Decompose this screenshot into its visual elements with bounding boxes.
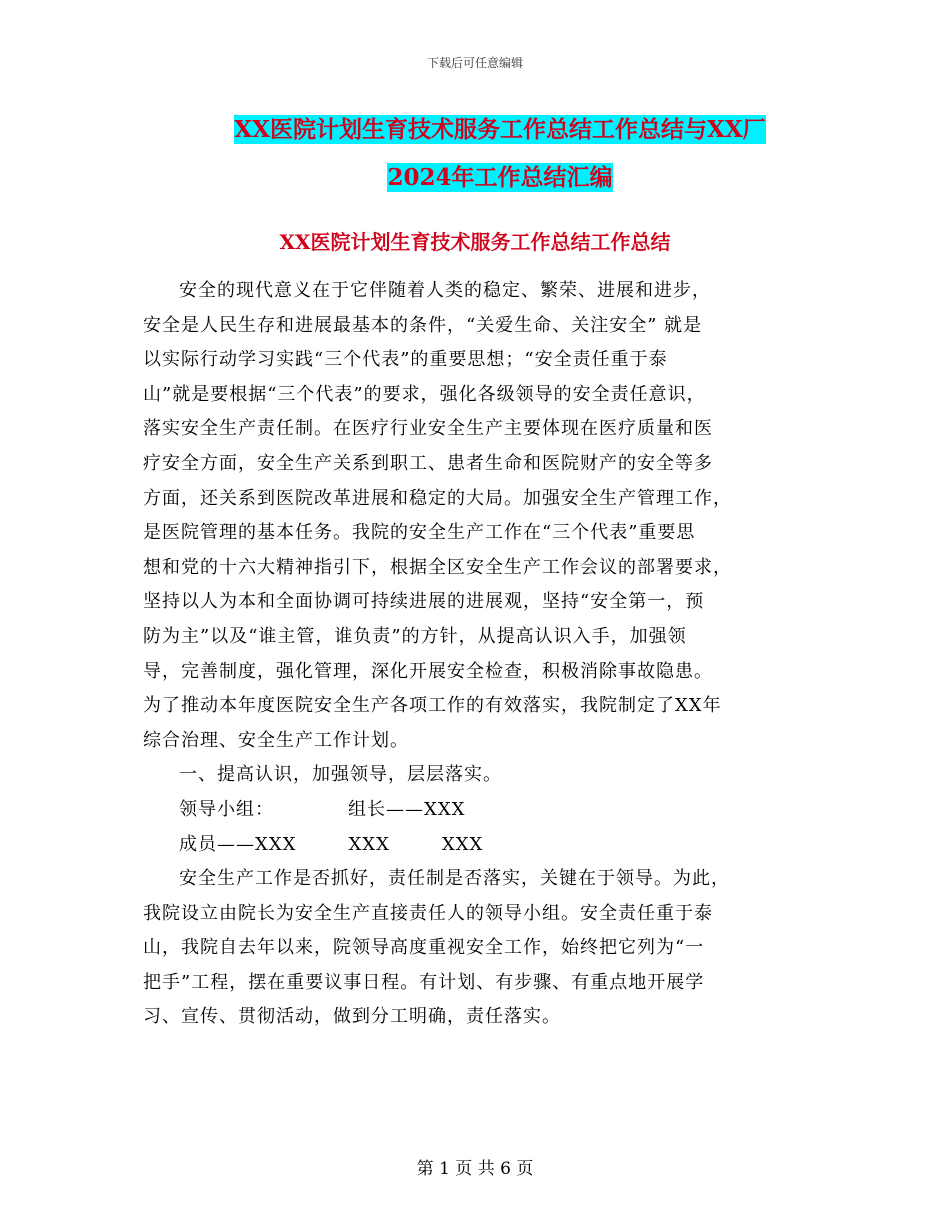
text-line: 疗安全方面，安全生产关系到职工、患者生命和医院财产的安全等多	[143, 452, 713, 474]
page-number: 第 1 页 共 6 页	[416, 1159, 534, 1179]
heading-1: 一、提高认识，加强领导，层层落实。	[179, 764, 502, 786]
text-line: 安全的现代意义在于它伴随着人类的稳定、繁荣、进展和进步，	[179, 280, 711, 301]
header-note: 下载后可任意编辑	[426, 56, 523, 70]
text-line: 习、宣传、贯彻活动，做到分工明确，责任落实。	[143, 1006, 561, 1028]
leader-row	[143, 793, 805, 828]
text-line: 想和党的十六大精神指引下，根据全区安全生产工作会议的部署要求，	[143, 556, 732, 578]
text-line: 防为主”以及“谁主管，谁负责”的方针，从提高认识入手，加强领	[143, 625, 687, 647]
paragraph-1	[143, 274, 805, 758]
text-line: 综合治理、安全生产工作计划。	[143, 729, 409, 751]
body-text	[143, 274, 805, 1035]
text-line: 为了推动本年度医院安全生产各项工作的有效落实，我院制定了XX年	[143, 695, 722, 717]
text-line: 以实际行动学习实践“三个代表”的重要思想；“安全责任重于泰	[143, 349, 668, 371]
text-line: 落实安全生产责任制。在医疗行业安全生产主要体现在医疗质量和医	[143, 418, 713, 440]
text-line: 导，完善制度，强化管理，深化开展安全检查，积极消除事故隐患。	[143, 660, 713, 682]
members-row	[143, 828, 805, 863]
text-line: 山”就是要根据“三个代表”的要求，强化各级领导的安全责任意识，	[143, 383, 706, 405]
leader-value: 组长——XXX	[348, 798, 466, 820]
text-line: 是医院管理的基本任务。我院的安全生产工作在“三个代表”重要思	[143, 522, 696, 544]
members-label: 成员——XXX	[179, 833, 297, 855]
text-line: 我院设立由院长为安全生产直接责任人的领导小组。安全责任重于泰	[143, 902, 713, 924]
paragraph-2	[143, 862, 805, 1035]
title-line-2: 2024年工作总结汇编	[387, 164, 613, 191]
member-2: XXX	[348, 833, 390, 855]
document-title	[140, 106, 860, 202]
text-line: 坚持以人为本和全面协调可持续进展的进展观，坚持“安全第一，预	[143, 591, 705, 613]
member-3: XXX	[441, 833, 484, 855]
leader-label: 领导小组：	[179, 798, 274, 820]
text-line: 安全生产工作是否抓好，责任制是否落实，关键在于领导。为此，	[179, 868, 730, 890]
text-line: 安全是人民生存和进展最基本的条件，“关爱生命、关注安全” 就是	[143, 314, 703, 336]
text-line: 方面，还关系到医院改革进展和稳定的大局。加强安全生产管理工作，	[143, 487, 732, 509]
text-line: 把手”工程，摆在重要议事日程。有计划、有步骤、有重点地开展学	[143, 971, 705, 993]
section-title: XX医院计划生育技术服务工作总结工作总结	[279, 230, 671, 254]
text-line: 山，我院自去年以来，院领导高度重视安全工作，始终把它列为“一	[143, 937, 705, 959]
title-line-1: XX医院计划生育技术服务工作总结工作总结与XX厂	[234, 116, 766, 143]
